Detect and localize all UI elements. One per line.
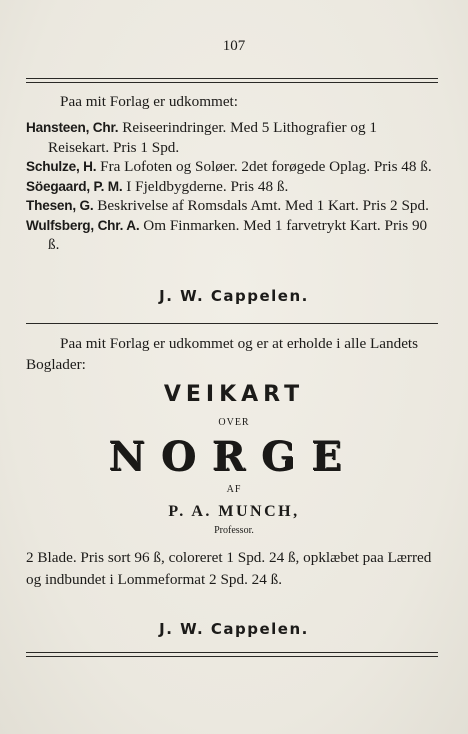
ad1-entry	[26, 196, 438, 216]
ad2-intro: Paa mit Forlag er udkommet og er at erholde i alle Landets Boglader:	[26, 335, 419, 373]
author-title: Professor.	[214, 525, 254, 536]
map-country-title: NORGE	[109, 434, 359, 481]
entry-text: Om Finmarken. Med 1 farvetrykt Kart. Pris 90 ß.	[48, 216, 428, 253]
entry-text: I Fjeldbygderne. Pris 48 ß.	[122, 177, 289, 195]
entry-author: Wulfsberg, Chr. A.	[26, 217, 140, 233]
entry-author: Hansteen, Chr.	[26, 120, 119, 135]
map-title: VEIKART	[163, 382, 305, 407]
ad1-entry	[26, 216, 438, 255]
map-author: P. A. MUNCH,	[168, 503, 300, 520]
entry-text: Beskrivelse af Romsdals Amt. Med 1 Kart. Pris 2 Spd.	[93, 197, 429, 214]
ad2-publisher-signature: J. W. Cappelen.	[159, 620, 309, 638]
bottom-double-rule	[26, 652, 438, 657]
ad1-entry	[26, 157, 438, 177]
page-number: 107	[222, 38, 246, 54]
entry-author: Thesen, G.	[26, 198, 94, 213]
author-prefix: AF	[226, 484, 242, 495]
ad2-price-text: 2 Blade. Pris sort 96 ß, coloreret 1 Spd. 24 ß, opklæbet paa Lærred og indbundet i Lommeformat 2 Spd. 24 ß.	[26, 549, 432, 588]
section-divider	[26, 323, 438, 324]
map-title-over: OVER	[218, 417, 250, 428]
ad1-entry	[26, 177, 438, 197]
entry-text: Reiseerindringer. Med 5 Lithografier og 1 Reisekart. Pris 1 Spd.	[48, 119, 377, 156]
entry-author: Söegaard, P. M.	[26, 178, 123, 194]
ad1-publisher-signature: J. W. Cappelen.	[159, 287, 309, 305]
entry-text: Fra Lofoten og Soløer. 2det forøgede Oplag. Pris 48 ß.	[96, 158, 432, 175]
top-double-rule	[26, 78, 438, 83]
ad1-entry-list	[26, 118, 438, 255]
ad1-entry	[26, 118, 438, 157]
entry-author: Schulze, H.	[26, 159, 97, 174]
ad1-intro: Paa mit Forlag er udkommet:	[60, 93, 239, 110]
